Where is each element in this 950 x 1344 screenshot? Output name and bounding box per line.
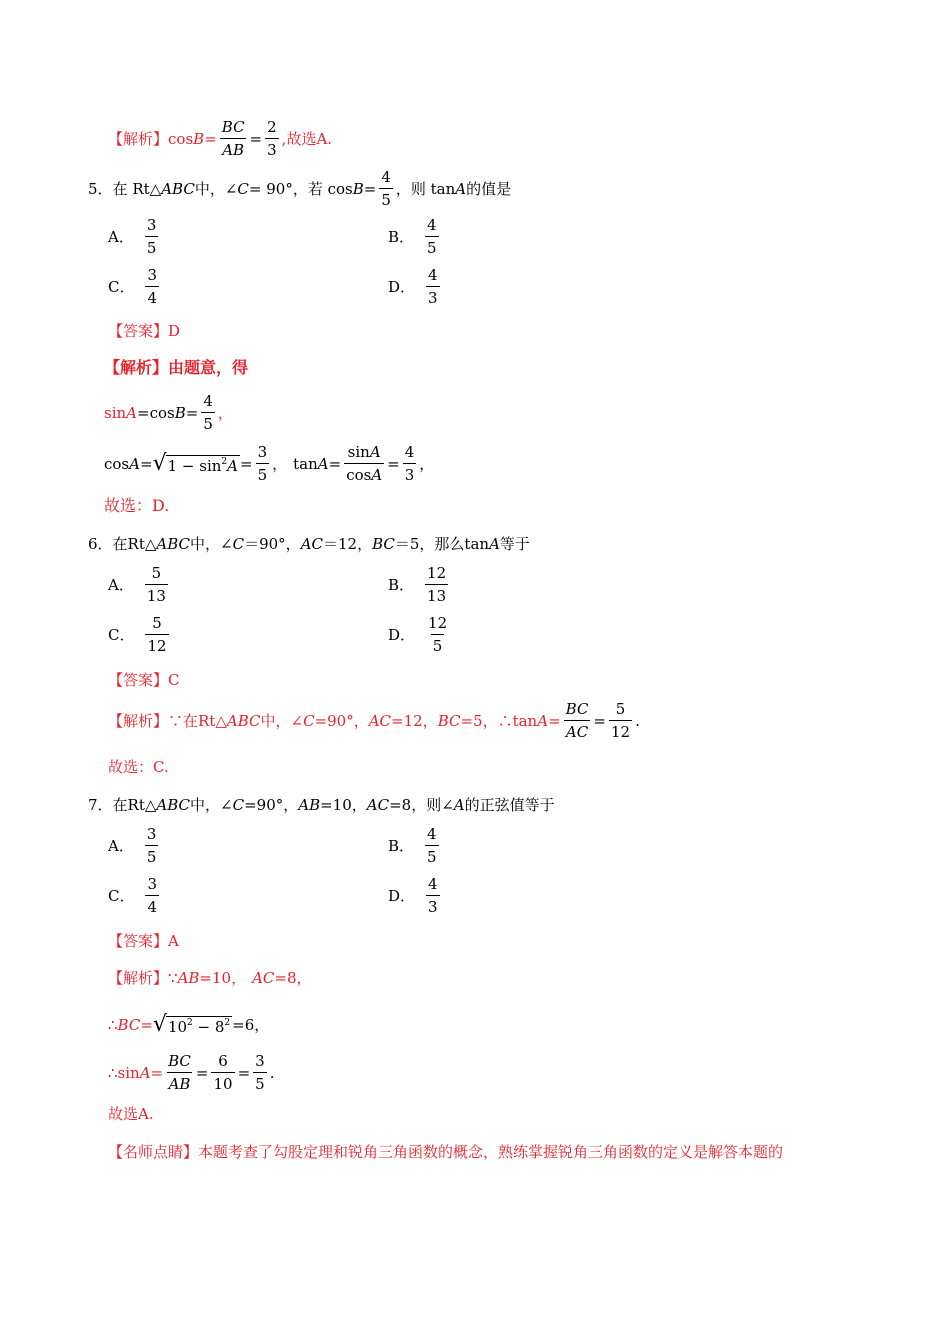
fraction (145, 268, 159, 306)
text: A (369, 443, 381, 461)
text: ，则 tan (395, 179, 456, 198)
text: A (453, 796, 465, 814)
analysis-step (108, 1054, 274, 1092)
numerator: 4 (381, 168, 391, 186)
analysis-step (108, 1014, 269, 1036)
text: 的正弦值等于 (464, 796, 555, 814)
denominator: 5 (201, 412, 215, 432)
text: AC (300, 535, 323, 553)
denominator: 4 (145, 895, 159, 915)
text: = (140, 1015, 153, 1034)
text: 中，∠ (190, 796, 233, 814)
denominator: 5 (145, 236, 159, 256)
text: = 90°，若 cos (248, 179, 353, 198)
option-label: B． (388, 575, 415, 594)
text: . (635, 711, 640, 730)
text: 在Rt△ (112, 535, 157, 553)
option-c (108, 616, 172, 654)
text: = (387, 454, 400, 473)
question-number: 5． (88, 179, 113, 198)
answer-value: A (168, 932, 179, 950)
text: = (204, 129, 217, 148)
text: ＝12， (323, 535, 373, 553)
radical-sign-icon: √ (152, 451, 167, 476)
final-choice (108, 1107, 154, 1122)
numerator: 4 (427, 825, 437, 843)
text: A (126, 403, 137, 422)
text: ABC (226, 711, 261, 730)
option-label: D． (388, 277, 416, 296)
numerator: 12 (428, 614, 448, 632)
denominator: 13 (425, 584, 448, 604)
final-choice (108, 760, 169, 775)
text: = (548, 711, 561, 730)
fraction (344, 445, 384, 483)
answer-value: D (168, 322, 181, 340)
text: =8， (274, 969, 312, 987)
option-label: D． (388, 886, 416, 905)
option-label: D． (388, 625, 416, 644)
fraction (256, 445, 270, 483)
text: = (363, 179, 377, 198)
option-label: C． (108, 277, 135, 296)
fraction (425, 827, 439, 865)
fraction (425, 218, 439, 256)
analysis-label: 【解析】 (108, 129, 169, 148)
numerator: 4 (428, 266, 438, 284)
text: ， (272, 454, 288, 473)
numerator: BC (221, 118, 245, 136)
text: 的值是 (466, 179, 512, 198)
answer-label: 【答案】 (108, 932, 169, 950)
text: BC (117, 1015, 141, 1034)
fraction (253, 1054, 267, 1092)
numerator: 4 (404, 443, 415, 461)
numerator: 5 (152, 614, 162, 632)
text: =5，∴tan (460, 711, 538, 730)
exponent: 2 (187, 1017, 193, 1028)
analysis-label: 【解析】 (108, 711, 169, 730)
text: 在 Rt△ (112, 179, 162, 198)
text: ∴ (108, 1015, 118, 1034)
text: AB (177, 969, 200, 987)
text: − 8 (192, 1017, 225, 1036)
text: sin (347, 443, 370, 461)
text: sin (104, 403, 127, 422)
option-a (108, 827, 161, 865)
text: A (317, 454, 329, 473)
denominator: 10 (211, 1072, 234, 1092)
fraction (145, 566, 168, 604)
fraction (145, 827, 159, 865)
text: BC (372, 535, 395, 553)
fraction (426, 877, 440, 915)
text: ∵在Rt△ (168, 711, 227, 730)
text: cos (346, 466, 372, 484)
option-d (388, 877, 443, 915)
numerator: 3 (257, 443, 268, 461)
text: =12， (391, 711, 438, 730)
text: = (239, 454, 253, 473)
text: =cos (137, 403, 175, 422)
text: A (129, 454, 140, 473)
text: C (303, 711, 315, 730)
denominator: AB (167, 1072, 193, 1092)
fraction (145, 616, 168, 654)
option-b (388, 566, 451, 604)
text: = (195, 1063, 209, 1082)
radicand (166, 455, 240, 474)
answer-label: 【答案】 (108, 322, 169, 340)
analysis-line (108, 702, 640, 740)
text: BC (437, 711, 461, 730)
numerator: 5 (615, 700, 626, 718)
answer-line (108, 934, 179, 949)
fraction (145, 877, 159, 915)
text: 中，∠ (260, 711, 304, 730)
text: =90°， (314, 711, 369, 730)
analysis-label: 【解析】 (108, 969, 169, 987)
text: tan (293, 454, 318, 473)
text: ∴sin (108, 1063, 140, 1082)
denominator: 4 (145, 286, 159, 306)
answer-value: C (168, 671, 180, 689)
exponent: 2 (224, 1017, 231, 1028)
option-label: C． (108, 886, 135, 905)
text: A (537, 711, 549, 730)
question-number: 7． (88, 796, 113, 814)
option-a (108, 566, 171, 604)
option-d (388, 616, 452, 654)
text: =90°， (244, 796, 299, 814)
text: ∠ (224, 179, 238, 198)
numerator: 5 (151, 564, 162, 582)
text: AC (366, 796, 390, 814)
numerator: 4 (427, 216, 437, 234)
answer-line (108, 324, 180, 339)
fraction (145, 218, 159, 256)
text: =10， (199, 969, 247, 987)
fraction (403, 445, 417, 483)
analysis-heading (104, 360, 248, 376)
numerator: 2 (267, 118, 277, 136)
denominator: 5 (379, 188, 393, 208)
numerator: BC (168, 1052, 191, 1070)
answer-label: 【答案】 (108, 671, 169, 689)
denominator: 3 (426, 895, 440, 915)
option-label: B． (388, 836, 415, 855)
fraction (265, 120, 279, 158)
option-c (108, 877, 162, 915)
text: A (227, 456, 238, 475)
denominator: 5 (256, 463, 270, 483)
fraction (425, 566, 448, 604)
text: 故选：C. (108, 758, 169, 776)
option-label: A． (108, 836, 134, 855)
denominator: 12 (609, 720, 632, 740)
fraction (220, 120, 247, 158)
option-b (388, 827, 442, 865)
text: 故选：D. (104, 496, 170, 515)
numerator: 3 (146, 216, 157, 234)
fraction (211, 1054, 234, 1092)
numerator: 3 (146, 825, 157, 843)
text: AC (252, 969, 275, 987)
denominator (344, 463, 384, 483)
text: =6， (232, 1015, 270, 1034)
option-d (388, 268, 443, 306)
text: 等于 (499, 535, 530, 553)
denominator: 5 (425, 845, 439, 865)
question-number: 6． (88, 535, 113, 553)
option-c (108, 268, 162, 306)
fraction (426, 616, 449, 654)
option-b (388, 218, 442, 256)
text: ABC (161, 179, 195, 198)
text: 10 (167, 1017, 188, 1036)
text: = (150, 1063, 164, 1082)
square-root (153, 1014, 232, 1036)
option-a (108, 218, 161, 256)
text: C (237, 179, 249, 198)
text: 在Rt△ (112, 796, 157, 814)
text: =8，则∠ (389, 796, 454, 814)
text: =10， (320, 796, 367, 814)
fraction (201, 394, 215, 432)
analysis-label: 【解析】 (104, 358, 169, 377)
text: = (185, 403, 199, 422)
text: C (232, 796, 245, 814)
denominator: AB (220, 138, 246, 158)
analysis-step (104, 394, 233, 432)
text: ABC (156, 535, 191, 553)
text: cos (168, 129, 194, 148)
denominator: 5 (431, 634, 445, 654)
numerator: 12 (427, 564, 447, 582)
text: A (455, 179, 467, 198)
fraction (166, 1054, 193, 1092)
text: 1 − sin (167, 456, 222, 475)
text: C (232, 535, 245, 553)
text: AB (298, 796, 321, 814)
text: ABC (156, 796, 191, 814)
text: B (193, 129, 205, 148)
denominator: 3 (426, 286, 440, 306)
text: B (174, 403, 186, 422)
numerator (346, 445, 383, 463)
text: = (328, 454, 342, 473)
text: ， (217, 403, 233, 422)
numerator: 6 (218, 1052, 228, 1070)
radicand (166, 1016, 232, 1035)
option-label: A． (108, 575, 134, 594)
text: . (269, 1063, 275, 1082)
question-6 (88, 537, 530, 552)
text: 由题意，得 (168, 358, 249, 377)
question-5 (88, 170, 511, 208)
fraction (379, 170, 393, 208)
denominator: 12 (145, 634, 168, 654)
text: cos (104, 454, 130, 473)
numerator: 4 (428, 875, 438, 893)
final-choice (104, 498, 169, 514)
radical-sign-icon: √ (152, 1012, 167, 1037)
text: AC (368, 711, 392, 730)
answer-line (108, 673, 180, 688)
teacher-tip (108, 1145, 783, 1160)
denominator: 3 (265, 138, 279, 158)
text: B (352, 179, 364, 198)
denominator: 13 (145, 584, 168, 604)
numerator: 4 (203, 392, 213, 410)
exponent: 2 (221, 456, 228, 467)
text: ， (419, 454, 435, 473)
numerator: 3 (147, 266, 158, 284)
text: A (371, 466, 383, 484)
square-root (153, 453, 240, 475)
denominator: 5 (253, 1072, 267, 1092)
analysis-step (104, 445, 434, 483)
text: = (593, 711, 606, 730)
text: 中，∠ (190, 535, 233, 553)
option-label: C． (108, 625, 135, 644)
fraction (426, 268, 440, 306)
tip-label: 【名师点睛】 (108, 1143, 199, 1161)
text: ＝5，那么tan (394, 535, 490, 553)
numerator: 3 (147, 875, 158, 893)
text: = (237, 1063, 251, 1082)
denominator: 5 (145, 845, 159, 865)
question-7 (88, 798, 555, 813)
text: = (139, 454, 153, 473)
option-label: A． (108, 227, 134, 246)
text: A (489, 535, 500, 553)
option-label: B． (388, 227, 415, 246)
text: A (139, 1063, 151, 1082)
fraction (609, 702, 632, 740)
text: 中， (194, 179, 225, 198)
tip-text: 本题考查了勾股定理和锐角三角函数的概念，熟练掌握锐角三角函数的定义是解答本题的 (198, 1143, 784, 1161)
text: ∵ (168, 969, 178, 987)
fraction (564, 702, 591, 740)
text: 故选A. (108, 1105, 154, 1123)
analysis-line (108, 971, 312, 986)
text: = (249, 129, 263, 148)
denominator: 5 (425, 236, 439, 256)
text: ,故选A. (281, 129, 333, 148)
denominator: 3 (403, 463, 417, 483)
prev-analysis-line (108, 120, 332, 158)
denominator: AC (564, 720, 590, 740)
numerator: 3 (255, 1052, 265, 1070)
numerator: BC (565, 700, 589, 718)
text: ＝90°， (244, 535, 301, 553)
